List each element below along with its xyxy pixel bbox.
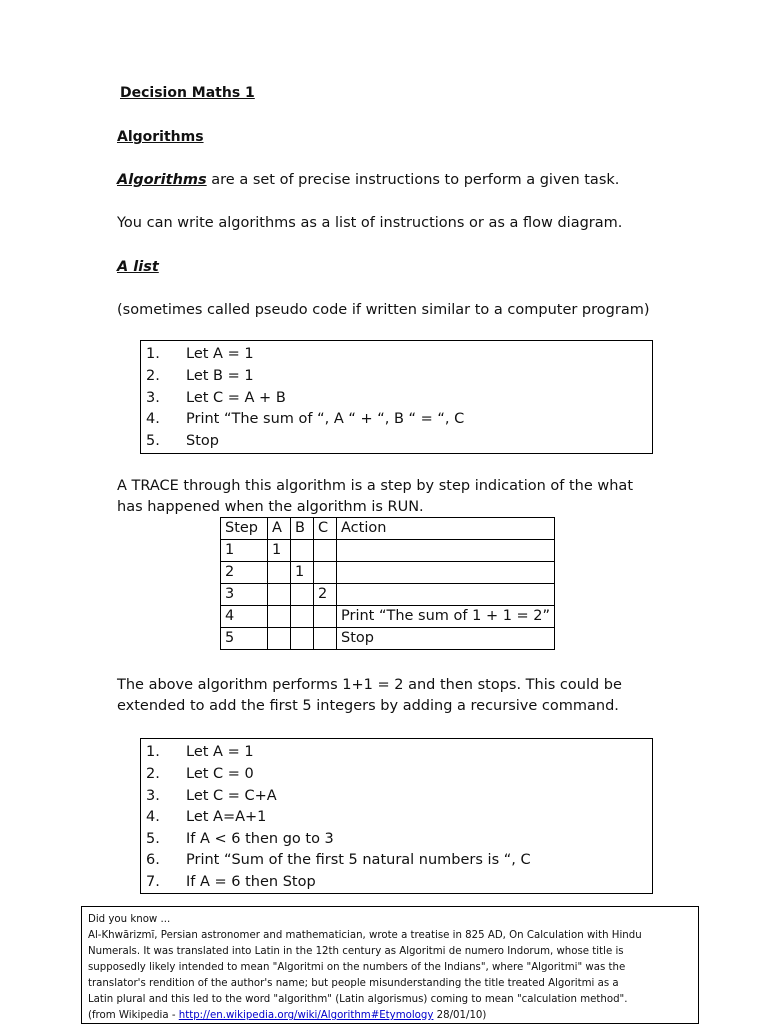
cell-a	[268, 584, 291, 606]
did-you-know-line: Al-Khwārizmī, Persian astronomer and mathematician, wrote a treatise in 825 AD, On Calculation with Hindu	[88, 930, 642, 941]
list-heading: A list	[117, 259, 159, 275]
did-you-know-title: Did you know ...	[88, 914, 171, 925]
cell-c	[314, 562, 337, 584]
cell-action	[337, 562, 555, 584]
header-action: Action	[337, 518, 555, 540]
write-methods-text: You can write algorithms as a list of instructions or as a flow diagram.	[117, 215, 623, 231]
cell-step: 5	[221, 628, 268, 650]
cell-a: 1	[268, 540, 291, 562]
table-row	[221, 628, 555, 650]
did-you-know-source	[88, 1008, 692, 1024]
cell-c: 2	[314, 584, 337, 606]
cell-c	[314, 628, 337, 650]
table-row	[221, 584, 555, 606]
did-you-know-line: translator's rendition of the author's name; but people misunderstanding the title treated Algoritmi as a	[88, 978, 619, 989]
cell-b	[291, 584, 314, 606]
cell-c	[314, 540, 337, 562]
header-step: Step	[221, 518, 268, 540]
wikipedia-link[interactable]: http://en.wikipedia.org/wiki/Algorithm#Etymology	[178, 1010, 434, 1021]
table-row	[221, 540, 555, 562]
did-you-know-line: supposedly likely intended to mean "Algoritmi on the numbers of the Indians", where "Algoritmi" was the	[88, 962, 626, 973]
header-c: C	[314, 518, 337, 540]
cell-step: 4	[221, 606, 268, 628]
cell-action: Print “The sum of 1 + 1 = 2”	[337, 606, 555, 628]
document-title: Decision Maths 1	[120, 85, 255, 101]
header-a: A	[268, 518, 291, 540]
extend-text-line-1: The above algorithm performs 1+1 = 2 and then stops. This could be	[117, 677, 622, 693]
source-date: 28/01/10)	[433, 1010, 487, 1021]
cell-step: 1	[221, 540, 268, 562]
trace-header-row	[221, 518, 555, 540]
table-row	[221, 562, 555, 584]
cell-action	[337, 540, 555, 562]
cell-action	[337, 584, 555, 606]
cell-b	[291, 606, 314, 628]
cell-action: Stop	[337, 628, 555, 650]
table-row	[221, 606, 555, 628]
section-heading-algorithms: Algorithms	[117, 129, 204, 145]
cell-b	[291, 540, 314, 562]
did-you-know-box	[81, 906, 699, 1024]
cell-b: 1	[291, 562, 314, 584]
pseudo-code-note: (sometimes called pseudo code if written similar to a computer program)	[117, 302, 650, 318]
source-prefix: (from Wikipedia -	[88, 1010, 179, 1021]
cell-a	[268, 628, 291, 650]
did-you-know-line: Latin plural and this led to the word "algorithm" (Latin algorismus) coming to mean "calculation method".	[88, 994, 628, 1005]
algorithm-box-1: 1. Let A = 1 2. Let B = 1 3. Let C = A + B 4. Print “The sum of “, A “ + “, B “ = “, C 5. Stop	[140, 340, 653, 454]
header-b: B	[291, 518, 314, 540]
extend-text-line-2: extended to add the first 5 integers by adding a recursive command.	[117, 698, 619, 714]
cell-a	[268, 562, 291, 584]
cell-step: 2	[221, 562, 268, 584]
intro-term: Algorithms	[117, 172, 207, 188]
cell-c	[314, 606, 337, 628]
did-you-know-line: Numerals. It was translated into Latin in the 12th century as Algoritmi de numero Indorum, whose title is	[88, 946, 624, 957]
algorithm-box-2: 1. Let A = 1 2. Let C = 0 3. Let C = C+A 4. Let A=A+1 5. If A < 6 then go to 3 6. Print “Sum of the first 5 natural numbers is “, C 7. If A = 6 then Stop	[140, 738, 653, 894]
trace-intro-line-2: has happened when the algorithm is RUN.	[117, 499, 424, 515]
cell-step: 3	[221, 584, 268, 606]
trace-intro-line-1: A TRACE through this algorithm is a step by step indication of the what	[117, 478, 634, 494]
trace-table	[220, 517, 555, 650]
intro-definition: are a set of precise instructions to perform a given task.	[206, 172, 620, 188]
cell-b	[291, 628, 314, 650]
cell-a	[268, 606, 291, 628]
intro-paragraph	[117, 170, 619, 190]
